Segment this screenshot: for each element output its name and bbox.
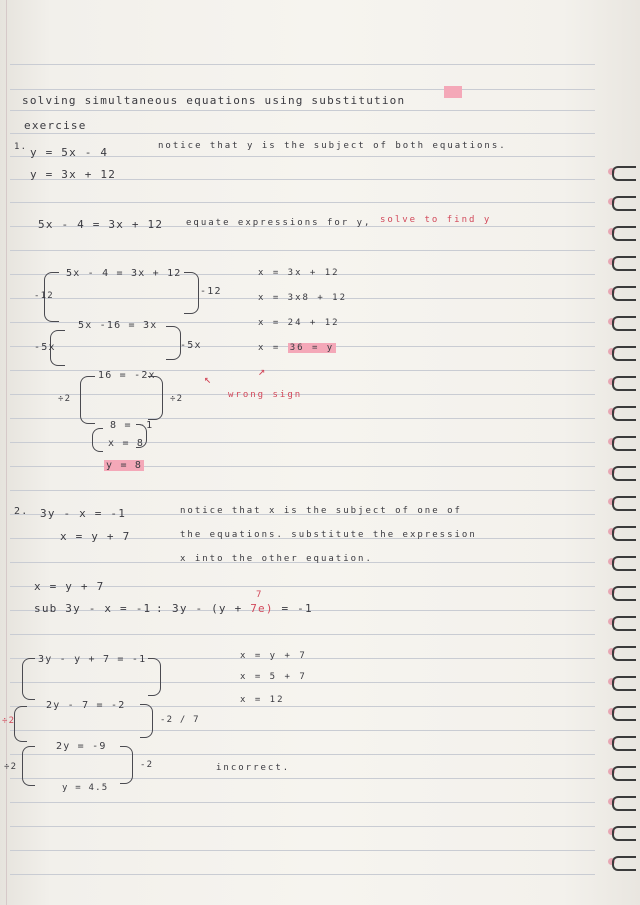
q1-sub4-lhs: x = bbox=[258, 343, 281, 353]
q1-equate-note: equate expressions for y, bbox=[186, 218, 372, 228]
spiral-ring bbox=[608, 706, 634, 718]
red-arrow-left-icon: ↖ bbox=[204, 372, 212, 386]
q2-note-line3: x into the other equation. bbox=[180, 554, 373, 564]
q1-sub4 bbox=[258, 343, 336, 353]
ruled-line bbox=[10, 634, 595, 635]
q1-note: notice that y is the subject of both equations. bbox=[158, 141, 507, 151]
page-title: solving simultaneous equations using substitution bbox=[22, 94, 406, 107]
ruled-line bbox=[10, 802, 595, 803]
spiral-ring bbox=[608, 436, 634, 448]
q2-op3-right: -2 bbox=[140, 760, 154, 770]
ruled-line bbox=[10, 133, 595, 134]
right-bracket bbox=[120, 746, 133, 784]
ruled-line bbox=[10, 110, 595, 111]
spiral-ring bbox=[608, 226, 634, 238]
spiral-ring bbox=[608, 466, 634, 478]
right-bracket bbox=[166, 326, 181, 360]
q1-step4: 8 = -1 bbox=[110, 420, 154, 431]
spiral-ring bbox=[608, 196, 634, 208]
exercise-label: exercise bbox=[24, 119, 87, 132]
spiral-ring bbox=[608, 526, 634, 538]
ruled-line bbox=[10, 850, 595, 851]
q1-sub2: x = 3x8 + 12 bbox=[258, 293, 348, 303]
ruled-line bbox=[10, 89, 595, 90]
q2-number: 2. bbox=[14, 506, 29, 517]
spiral-ring bbox=[608, 346, 634, 358]
q2-op2-left: ÷2 bbox=[2, 716, 16, 726]
spiral-ring bbox=[608, 646, 634, 658]
q1-step1: 5x - 4 = 3x + 12 bbox=[66, 268, 182, 279]
ruled-line bbox=[10, 418, 595, 419]
q2-line2-right bbox=[172, 602, 313, 615]
ruled-line bbox=[10, 778, 595, 779]
q2-step4: y = 4.5 bbox=[62, 783, 109, 793]
ruled-line bbox=[10, 826, 595, 827]
ruled-line bbox=[10, 874, 595, 875]
q1-op1-right: -12 bbox=[200, 286, 222, 297]
q1-sub3: x = 24 + 12 bbox=[258, 318, 340, 328]
ruled-line bbox=[10, 394, 595, 395]
spiral-ring bbox=[608, 496, 634, 508]
q1-result-y-text: y = 8 bbox=[106, 460, 143, 471]
right-bracket bbox=[140, 704, 153, 738]
right-bracket bbox=[184, 272, 199, 314]
spiral-ring bbox=[608, 166, 634, 178]
q2-note-line2: the equations. substitute the expression bbox=[180, 530, 477, 540]
spiral-ring bbox=[608, 316, 634, 328]
right-bracket bbox=[136, 424, 147, 448]
q2-op2-right: -2 / 7 bbox=[160, 715, 200, 725]
q1-step2: 5x -16 = 3x bbox=[78, 320, 158, 331]
q1-op3-right: ÷2 bbox=[170, 394, 184, 404]
q1-equated: 5x - 4 = 3x + 12 bbox=[38, 218, 164, 231]
spiral-ring bbox=[608, 766, 634, 778]
q1-op3-left: ÷2 bbox=[58, 394, 72, 404]
ruled-line bbox=[10, 466, 595, 467]
q2-sub2: x = 5 + 7 bbox=[240, 672, 307, 682]
spiral-ring bbox=[608, 586, 634, 598]
q1-equation-b: y = 3x + 12 bbox=[30, 168, 117, 181]
left-bracket bbox=[92, 428, 103, 452]
q2-sub1: x = y + 7 bbox=[240, 651, 307, 661]
ruled-line bbox=[10, 730, 595, 731]
q2-note-line1: notice that x is the subject of one of bbox=[180, 506, 462, 516]
red-arrow-up-icon: ↗ bbox=[258, 364, 266, 378]
ruled-line bbox=[10, 64, 595, 65]
right-bracket bbox=[148, 658, 161, 696]
left-bracket bbox=[22, 658, 35, 700]
spiral-ring bbox=[608, 286, 634, 298]
spiral-ring bbox=[608, 676, 634, 688]
spiral-ring bbox=[608, 856, 634, 868]
spiral-ring bbox=[608, 826, 634, 838]
q1-op2-left: -5x bbox=[34, 342, 56, 353]
q1-equation-a: y = 5x - 4 bbox=[30, 146, 109, 159]
q2-step3: 2y = -9 bbox=[56, 741, 107, 752]
q2-line2-red: 7e) bbox=[250, 602, 274, 615]
left-bracket bbox=[80, 376, 95, 424]
q2-step1: 3y - y + 7 = -1 bbox=[38, 654, 147, 665]
q1-step3: 16 = -2x bbox=[98, 370, 156, 381]
q1-step5: x = 8 bbox=[108, 438, 145, 449]
pink-highlight-mark bbox=[444, 86, 462, 98]
right-bracket bbox=[148, 376, 163, 420]
ruled-line bbox=[10, 754, 595, 755]
spiral-ring bbox=[608, 796, 634, 808]
ruled-line bbox=[10, 682, 595, 683]
q2-sub3: x = 12 bbox=[240, 695, 285, 705]
spiral-ring bbox=[608, 616, 634, 628]
ruled-line bbox=[10, 250, 595, 251]
q1-wrong-sign: wrong sign bbox=[228, 390, 303, 400]
q2-equation-b: x = y + 7 bbox=[60, 530, 131, 543]
q1-result-y bbox=[104, 460, 144, 471]
q2-op3-left: ÷2 bbox=[4, 762, 18, 772]
q2-line2-left: sub 3y - x = -1 bbox=[34, 602, 152, 615]
q1-op2-right: -5x bbox=[180, 340, 202, 351]
q2-incorrect: incorrect. bbox=[216, 763, 291, 773]
ruled-line bbox=[10, 202, 595, 203]
spiral-ring bbox=[608, 256, 634, 268]
q1-equate-note-red: solve to find y bbox=[380, 215, 492, 225]
q1-number: 1. bbox=[14, 142, 28, 152]
q2-red-seven: 7 bbox=[256, 590, 263, 600]
spiral-ring bbox=[608, 376, 634, 388]
left-bracket bbox=[22, 746, 35, 786]
spiral-ring bbox=[608, 406, 634, 418]
q2-line2-expr: 3y - (y + bbox=[172, 602, 243, 615]
q1-sub1: x = 3x + 12 bbox=[258, 268, 340, 278]
q2-line1: x = y + 7 bbox=[34, 580, 105, 593]
q1-sub4-highlight: 36 = y bbox=[289, 343, 335, 353]
ruled-line bbox=[10, 490, 595, 491]
spiral-ring bbox=[608, 736, 634, 748]
q2-line2-colon: : bbox=[156, 602, 164, 615]
q1-op1-left: -12 bbox=[34, 291, 54, 301]
q2-line2-end: = -1 bbox=[281, 602, 313, 615]
spiral-ring bbox=[608, 556, 634, 568]
left-bracket bbox=[14, 706, 27, 742]
q2-step2: 2y - 7 = -2 bbox=[46, 700, 126, 711]
q2-equation-a: 3y - x = -1 bbox=[40, 507, 127, 520]
